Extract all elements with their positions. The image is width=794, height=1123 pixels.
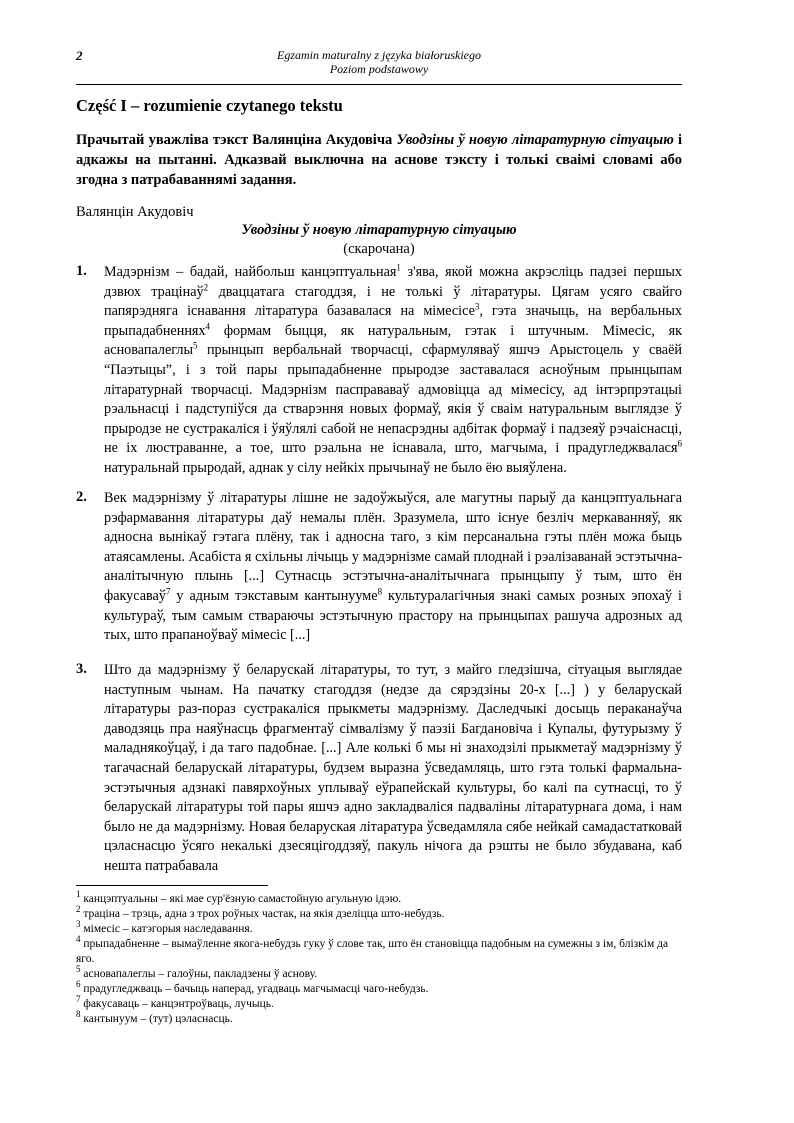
text-segment: прынцып вербальнай творчасці, сфармуляваў яшчэ Арыстоцель у сваёй “Паэтыцы”, і з той пары прыпадабненне прыродзе заставалася асноўным прынцыпам літаратурнай творчасці. Мадэрнізм пасправаваў адмовіцца ад мімесісу, ад інтэрпрэтацыі рэальнасці і падступіўся да стварэння новых формаў, якія ў сваім натуральным выглядзе ў прыродзе не сустракаліся і ўяўлялі сабой не непасрэдны адбітак формаў і падзеяў рэчаіснасці, не іх люстраванне, а тое, што рэальна не існавала, што, магчыма, і прадугледжвалася xyxy=(104,342,682,457)
page-header xyxy=(76,44,682,85)
instruction xyxy=(76,130,682,190)
text-subtitle: (скарочана) xyxy=(343,241,415,257)
footnote-text: кантынуум – (тут) цэласнасць. xyxy=(80,1013,233,1025)
footnote-4 xyxy=(76,934,682,967)
footnote-7 xyxy=(76,994,682,1012)
footnote-ref: 2 xyxy=(203,281,209,292)
footnote-1 xyxy=(76,889,682,907)
footnote-text: факусаваць – канцэнтроўваць, лучыць. xyxy=(80,998,274,1010)
paragraph-text xyxy=(104,489,682,646)
footnote-6 xyxy=(76,979,682,997)
paragraph-number: 2. xyxy=(76,489,87,505)
text-segment: Мадэрнізм – бадай, найбольш канцэптуальная xyxy=(104,264,397,280)
header-title xyxy=(76,48,682,76)
footnote-3 xyxy=(76,919,682,937)
footnote-ref: 1 xyxy=(396,262,401,273)
footnote-ref: 8 xyxy=(377,586,383,597)
footnotes xyxy=(76,889,682,1027)
footnote-ref: 5 xyxy=(193,340,198,351)
footnote-number: 2 xyxy=(76,904,81,915)
footnote-number: 8 xyxy=(76,1009,81,1020)
footnote-text: асновапалеглы – галоўны, пакладзены ў аснову. xyxy=(80,968,318,980)
text-segment: Век мадэрнізму ў літаратуры лішне не задоўжыўся, але магутны парыў да канцэптуальнага рэфармавання літаратуры даў немалы плён. Зразумела, што існуе безліч меркаванняў, як адносна вынікаў гэтага плёну, так і адносна таго, з кім персанальна гэты плён можа быць атаясамлены. Асабіста я схільны лічыць у мадэрнізме самай плоднай і рэалізаванай эстэтычна-аналітычную плынь [...] Сутнасць эстэтычна-аналітычнага прынцыпу ў тым, што ён факусаваў xyxy=(104,490,682,604)
footnote-text: канцэптуальны – які мае сур'ёзную самастойную агульную ідэю. xyxy=(80,893,402,905)
footnote-5 xyxy=(76,964,682,982)
instruction-part-1: Прачытай уважліва тэкст Валянціна Акудовіча xyxy=(76,132,397,148)
text-segment: Што да мадэрнізму ў беларускай літаратуры, то тут, з майго гледзішча, сітуацыя выглядае наступным чынам. На пачатку стагоддзя (недзе да сярэдзіны 20-х [...] ) у беларускай літаратуры раз-пораз сустракаліся прыкметы мадэрнізму. Даследчыкі досыць пераканаўча даводзяць пра наяўнасць фрагментаў сімвалізму ў паэзіі Багдановіча і Купалы, футурызму ў маладнякоўцаў, і да таго падобнае. [...] Але колькі б мы ні знаходзілі прыкметаў мадэрнізму ў тагачаснай беларускай літаратуры, будзем выразна ўсведамляць, што гэта толькі фармальна-эстэтычныя адзнакі павярхоўных уплываў еўрапейскай культуры, бо калі па сутнасці, то ў беларускай літаратуры той пары яшчэ адно закладваліся падваліны літаратурнага дома, і нам было не да мадэрнізму. Новая беларуская літаратура ўсведамляла сябе нейкай самадастатковай цэласнасцю ўсяго некалькі дзесяцігоддзяў, пакуль нічога да рэшты не было збудавана, каб нешта патрабавала xyxy=(104,662,682,874)
text-segment: з'ява, якой можна акрэсліць падзеі першых дзвюх трацінаў xyxy=(104,264,682,300)
footnote-number: 6 xyxy=(76,979,81,990)
instruction-part-2: і адкажы на пытанні. Адказвай выключна на аснове тэксту і толькі сваімі словамі або згодна з патрабаваннямі задання. xyxy=(76,132,682,188)
footnote-number: 4 xyxy=(76,934,81,945)
paragraph-text xyxy=(104,661,682,877)
text-title: Уводзіны ў новую літаратурную сітуацыю xyxy=(241,222,517,238)
footnote-2 xyxy=(76,904,682,922)
text-segment: дваццатага стагоддзя, і не толькі ў літаратуры. Цягам усяго свайго папярэдняга існавання літаратура базавалася на мімесісе xyxy=(104,283,682,320)
footnote-ref: 3 xyxy=(474,301,480,312)
footnote-text: траціна – трэць, адна з трох роўных частак, на якія дзеліцца што-небудзь. xyxy=(80,908,445,920)
paragraph-text xyxy=(104,263,682,479)
text-segment: натуральнай прыродай, аднак у сілу нейкіх прычынаў не было ёю выяўлена. xyxy=(104,459,567,476)
header-line-2: Poziom podstawowy xyxy=(329,62,429,76)
footnote-text: прадугледжваць – бачыць наперад, угадваць магчымасці чаго-небудзь. xyxy=(80,983,429,995)
text-segment: , гэта значыць, на вербальных прыпадабненнях xyxy=(104,303,682,339)
footnote-ref: 7 xyxy=(165,586,171,597)
footnote-text: мімесіс – катэгорыя наследавання. xyxy=(80,923,253,935)
paragraph-number: 3. xyxy=(76,661,87,677)
paragraph-number: 1. xyxy=(76,263,87,279)
section-title: Część I – rozumienie czytanego tekstu xyxy=(76,96,343,115)
text-segment: культуралагічныя знакі самых розных эпохаў і культураў, тым самым ствараючы эстэтычную прастору на прынцыпах рашуча адрозных ад тых, што прапаноўваў мімесіс [...] xyxy=(104,587,682,644)
text-segment: формам быцця, як натуральным, гэтак і штучным. Мімесіс, як асновапалеглы xyxy=(104,322,682,359)
footnote-divider xyxy=(76,885,268,886)
footnote-number: 7 xyxy=(76,994,81,1005)
footnote-ref: 6 xyxy=(677,438,682,449)
footnote-number: 5 xyxy=(76,964,81,975)
footnote-8 xyxy=(76,1009,682,1027)
text-segment: у адным тэкставым кантынууме xyxy=(170,587,378,604)
header-line-1: Egzamin maturalny z języka białoruskiego xyxy=(277,48,481,62)
footnote-ref: 4 xyxy=(205,321,211,332)
footnote-text: прыпадабненне – вымаўленне якога-небудзь гуку ў слове так, што ён становіцца падобным на сумежны з ім, блізкім да яго. xyxy=(76,938,669,965)
author-name: Валянцін Акудовіч xyxy=(76,204,194,220)
page-number: 2 xyxy=(76,48,83,63)
instruction-text-title: Уводзіны ў новую літаратурную сітуацыю xyxy=(396,132,674,148)
footnote-number: 1 xyxy=(76,889,81,900)
footnote-number: 3 xyxy=(76,919,81,930)
